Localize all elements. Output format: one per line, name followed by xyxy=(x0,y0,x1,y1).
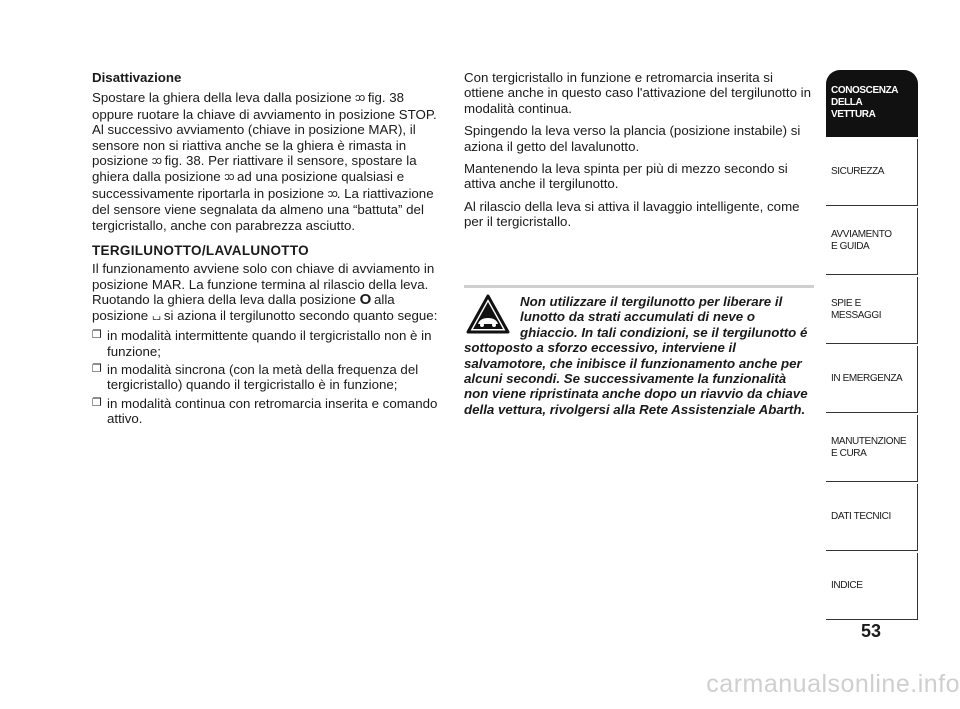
off-position-symbol: O xyxy=(359,291,371,309)
warning-box xyxy=(464,294,814,417)
text-fragment: Spostare la ghiera della leva dalla posizione xyxy=(92,90,356,106)
tab-avviamento-e-guida[interactable] xyxy=(826,208,918,275)
list-item xyxy=(92,328,444,359)
auto-position-symbol-icon: ↄↄ xyxy=(224,171,234,184)
text-fragment: . La riattivazione del sensore viene segnalata da almeno una “battuta” del tergicristallo, anche con parabrezza asciutto. xyxy=(92,185,434,233)
auto-position-symbol-icon: ↄↄ xyxy=(151,155,161,168)
tab-label: CONOSCENZA DELLA VETTURA xyxy=(831,85,899,120)
section-title: TERGILUNOTTO/LAVALUNOTTO xyxy=(92,243,309,259)
list-item-text: in modalità intermittente quando il tergicristallo non è in funzione; xyxy=(107,328,432,359)
tab-label: MANUTENZIONE E CURA xyxy=(831,436,907,459)
warning-text: Non utilizzare il tergilunotto per liberare il lunotto da strati accumulati di neve o ghiaccio. In tali condizioni, se il tergilunotto é sottoposto a sforzo eccessivo, interviene il salvamotore, che inibisce il funzionamento anche per alcuni secondi. Se successivamente la funzionalità non viene ripristinata anche dopo un riavvio da chiave della vettura, rivolgersi alla Rete Assistenziale Abarth. xyxy=(464,294,808,417)
text-fragment: alla posizione xyxy=(92,292,395,323)
checkbox-bullet-icon: ❐ xyxy=(92,362,102,375)
paragraph-retromarcia: Con tergicristallo in funzione e retromarcia inserita si ottiene anche in questo caso l'attivazione del tergilunotto in modalità continua. xyxy=(464,70,812,116)
rear-wiper-symbol-icon: ⌞⌟ xyxy=(151,309,161,322)
tab-spie-e-messaggi[interactable] xyxy=(826,277,918,344)
paragraph-lavaggio-intelligente: Al rilascio della leva si attiva il lavaggio intelligente, come per il tergicristallo. xyxy=(464,198,800,230)
checkbox-bullet-icon: ❐ xyxy=(92,329,102,342)
watermark-text: carmanualsonline.info xyxy=(706,670,960,698)
tab-sicurezza[interactable] xyxy=(826,139,918,206)
right-column xyxy=(464,70,814,237)
tab-label: SICUREZZA xyxy=(831,166,885,177)
left-column xyxy=(92,70,444,430)
tab-dati-tecnici[interactable] xyxy=(826,484,918,551)
list-item-text: in modalità sincrona (con la metà della frequenza del tergicristallo) quando il tergicristallo è in funzione; xyxy=(107,361,419,393)
checkbox-bullet-icon: ❐ xyxy=(92,396,102,409)
tab-conoscenza-della-vettura[interactable] xyxy=(826,70,918,137)
auto-position-symbol-icon: ↄↄ xyxy=(327,187,337,200)
tab-label: IN EMERGENZA xyxy=(831,373,903,384)
text-fragment: fig. 38. Per riattivare il sensore, spostare la ghiera dalla posizione xyxy=(92,153,417,185)
mode-list xyxy=(92,328,444,426)
tab-in-emergenza[interactable] xyxy=(826,346,918,413)
text-fragment: fig. 38 oppure ruotare la chiave di avviamento in posizione STOP. Al successivo avviamento (chiave in posizione MAR), il sensore non si riattiva anche se la ghiera è rimasta in posizione xyxy=(92,90,437,169)
tab-label: DATI TECNICI xyxy=(831,511,891,522)
page-number: 53 xyxy=(860,621,882,641)
text-fragment: Il funzionamento avviene solo con chiave di avviamento in posizione MAR. La funzione termina al rilascio della leva. Ruotando la ghiera della leva dalla posizione xyxy=(92,261,435,308)
chapter-sidebar xyxy=(826,70,918,622)
paragraph-tergilunotto xyxy=(92,261,444,324)
warning-triangle-car-icon xyxy=(466,294,510,334)
tab-label: SPIE E MESSAGGI xyxy=(831,298,882,321)
tab-label: INDICE xyxy=(831,580,863,591)
auto-position-symbol-icon: ↄↄ xyxy=(355,92,365,105)
list-item-text: in modalità continua con retromarcia inserita e comando attivo. xyxy=(107,395,438,427)
watermark xyxy=(0,670,960,699)
warning-divider xyxy=(464,285,814,288)
paragraph-mezzo-secondo: Mantenendo la leva spinta per più di mezzo secondo si attiva anche il tergilunotto. xyxy=(464,161,788,192)
text-fragment: si aziona il tergilunotto secondo quanto segue: xyxy=(160,307,438,323)
tab-label: AVVIAMENTO E GUIDA xyxy=(831,229,892,252)
list-item xyxy=(92,362,444,393)
paragraph-lavalunotto: Spingendo la leva verso la plancia (posizione instabile) si aziona il getto del lavalunotto. xyxy=(464,123,801,154)
heading-disattivazione: Disattivazione xyxy=(92,70,182,85)
tab-indice[interactable] xyxy=(826,553,918,620)
text-fragment: ad una posizione qualsiasi e successivamente riportarla in posizione xyxy=(92,169,405,201)
tab-manutenzione-e-cura[interactable] xyxy=(826,415,918,482)
paragraph-disattivazione xyxy=(92,90,444,233)
list-item xyxy=(92,396,444,427)
